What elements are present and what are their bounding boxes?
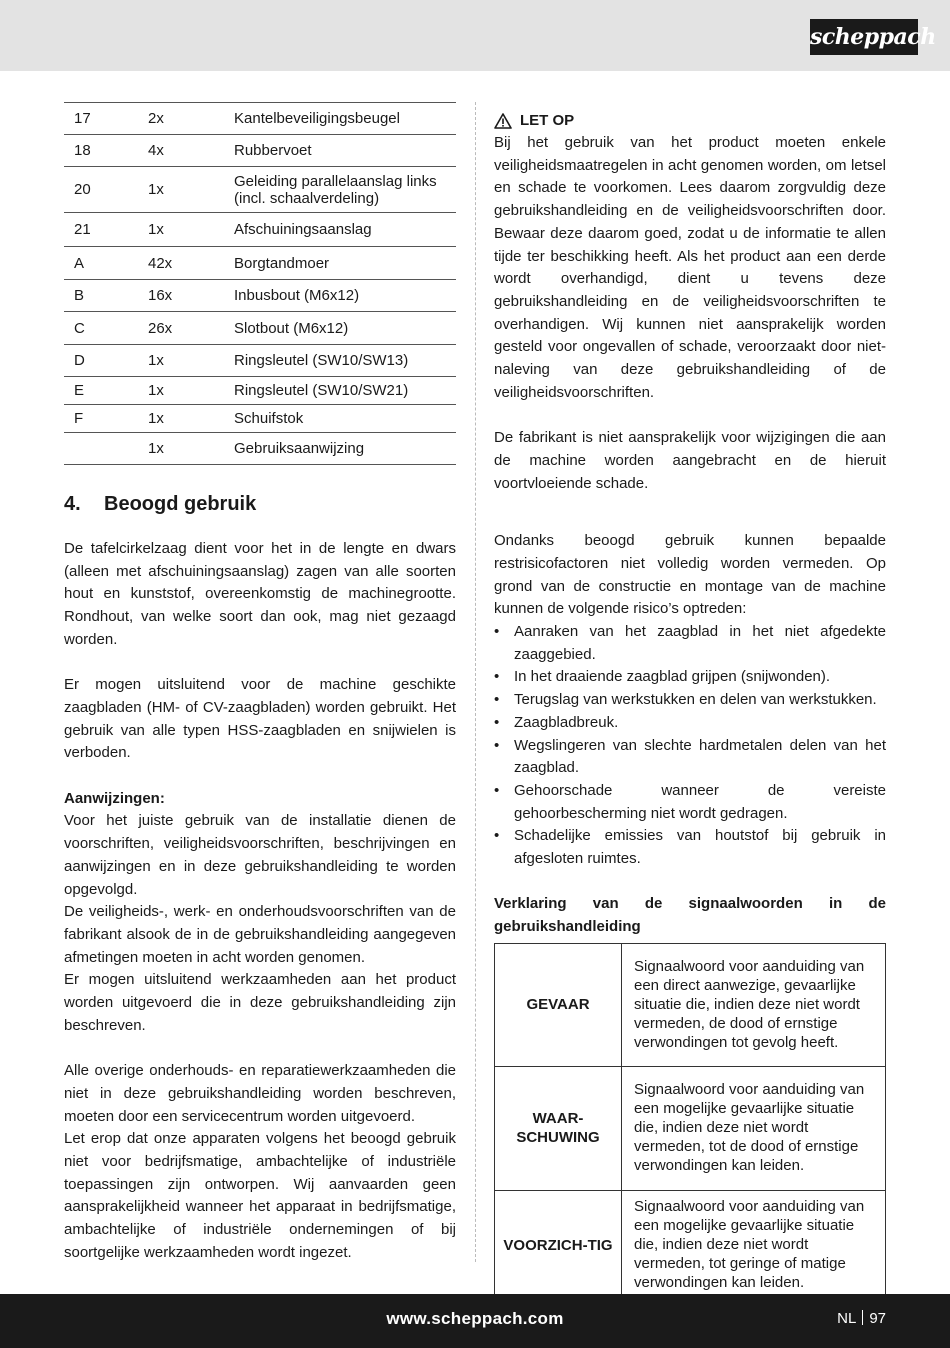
left-column <box>64 102 456 1264</box>
section-number: 4. <box>64 493 81 515</box>
paragraph: De veiligheids-, werk- en onderhoudsvoorschriften van de fabrikant alsook de in de gebruikshandleiding aangegeven afmetingen moeten in acht worden genomen. <box>64 903 456 966</box>
table-row: A 42x Borgtandmoer <box>64 247 456 280</box>
list-item: • Schadelijke emissies van houtstof bij gebruik in afgesloten ruimtes. <box>494 825 886 870</box>
warning-title-text: LET OP <box>520 112 575 129</box>
header-bar <box>0 0 950 71</box>
table-row <box>495 1066 886 1190</box>
paragraph: Voor het juiste gebruik van de installatie dienen de voorschriften, veiligheidsvoorschriften, beschrijvingen en aanwijzingen en in deze gebruikshandleiding te worden opgevolgd. <box>64 812 456 898</box>
section-title: Beoogd gebruik <box>104 493 257 515</box>
signal-words-table <box>494 943 886 1301</box>
page-num: 97 <box>869 1310 886 1327</box>
notes-heading: Aanwijzingen: <box>64 789 165 807</box>
column-divider <box>475 102 476 1262</box>
right-column <box>494 102 886 1301</box>
list-item: • Gehoorschade wanneer de vereiste gehoorbescherming niet wordt gedragen. <box>494 780 886 825</box>
paragraph: Alle overige onderhouds- en reparatiewerkzaamheden die niet in deze gebruikshandleiding worden beschreven, moeten door een servicecentrum worden uitgevoerd. <box>64 1062 456 1125</box>
table-row: C 26x Slotbout (M6x12) <box>64 312 456 345</box>
paragraph: Bij het gebruik van het product moeten enkele veiligheidsmaatregelen in acht genomen worden, om letsel en schade te voorkomen. Lees daarom zorgvuldig deze gebruikshandleiding en de veiligheidsvoorschriften door. Bewaar deze daarom goed, zodat u de informatie te allen tijde ter beschikking heeft. Als het product aan een derde wordt overhandigd, dient u tevens deze gebruikshandleiding en de veiligheidsvoorschriften te overhandigen. Wij kunnen niet aansprakelijk worden gesteld voor ongevallen of schade, veroorzaakt door niet-naleving van deze gebruikshandleiding of de veiligheidsvoorschriften. <box>494 134 886 401</box>
table-row <box>495 943 886 1066</box>
paragraph: De tafelcirkelzaag dient voor het in de lengte en dwars (alleen met afschuiningsaanslag) zagen van alle soorten hout en kunststof, overeenkomstig de machinegrootte. Rondhout, van welke soort dan ook, mag niet gezaagd worden. <box>64 540 456 648</box>
paragraph: De fabrikant is niet aansprakelijk voor wijzigingen die aan de machine worden aangebracht en de hieruit voortvloeiende schade. <box>494 429 886 492</box>
signal-word: VOORZICH-TIG <box>495 1190 622 1300</box>
table-row: 20 1x Geleiding parallelaanslag links (incl. schaalverdeling) <box>64 167 456 213</box>
risk-list <box>494 621 886 871</box>
list-item: • Aanraken van het zaagblad in het niet afgedekte zaaggebied. <box>494 621 886 666</box>
table-row: B 16x Inbusbout (M6x12) <box>64 280 456 312</box>
table-row: 21 1x Afschuiningsaanslag <box>64 213 456 247</box>
paragraph: Er mogen uitsluitend voor de machine geschikte zaagbladen (HM- of CV-zaagbladen) worden gebruikt. Het gebruik van alle typen HSS-zaagbladen en snijwielen is verboden. <box>64 676 456 762</box>
scheppach-logo: scheppach <box>810 19 918 55</box>
signal-heading: Verklaring van de signaalwoorden in de gebruikshandleiding <box>494 895 886 936</box>
signal-word: WAAR-SCHUWING <box>495 1066 622 1190</box>
table-row: D 1x Ringsleutel (SW10/SW13) <box>64 345 456 377</box>
table-row <box>495 1190 886 1300</box>
signal-description: Signaalwoord voor aanduiding van een direct aanwezige, gevaarlijke situatie die, indien deze niet wordt vermeden, de dood of ernstige verwondingen tot gevolg heeft. <box>622 943 886 1066</box>
list-item: • Wegslingeren van slechte hardmetalen delen van het zaagblad. <box>494 735 886 780</box>
parts-table <box>64 102 456 465</box>
section-heading <box>64 493 456 516</box>
warning-triangle-icon <box>494 113 512 129</box>
warning-title <box>494 110 886 132</box>
list-item: • In het draaiende zaagblad grijpen (snijwonden). <box>494 666 886 689</box>
list-item: • Zaagbladbreuk. <box>494 712 886 735</box>
paragraph: Er mogen uitsluitend werkzaamheden aan het product worden uitgevoerd die in deze gebruikshandleiding zijn beschreven. <box>64 971 456 1034</box>
page-number <box>837 1310 886 1327</box>
paragraph: Ondanks beoogd gebruik kunnen bepaalde restrisicofactoren niet volledig worden vermeden. Op grond van de constructie en montage van de machine kunnen de volgende risico’s optreden: <box>494 532 886 618</box>
language-code: NL <box>837 1310 857 1327</box>
table-row: 18 4x Rubbervoet <box>64 135 456 167</box>
paragraph: Let erop dat onze apparaten volgens het beoogd gebruik niet voor bedrijfsmatige, ambachtelijke of industriële toepassingen zijn ontworpen. Wij aanvaarden geen aansprakelijkheid wanneer het apparaat in bedrijfsmatige, ambachtelijke of industriële ondernemingen of bij soortgelijke werkzaamheden wordt ingezet. <box>64 1130 456 1261</box>
footer-bar <box>0 1294 950 1348</box>
list-item: • Terugslag van werkstukken en delen van werkstukken. <box>494 689 886 712</box>
signal-word: GEVAAR <box>495 943 622 1066</box>
signal-description: Signaalwoord voor aanduiding van een mogelijke gevaarlijke situatie die, indien deze niet wordt vermeden, tot geringe of matige verwondingen kan leiden. <box>622 1190 886 1300</box>
table-row: 1x Gebruiksaanwijzing <box>64 433 456 465</box>
table-row: 17 2x Kantelbeveiligingsbeugel <box>64 103 456 135</box>
website-link[interactable]: www.scheppach.com <box>386 1309 564 1328</box>
signal-description: Signaalwoord voor aanduiding van een mogelijke gevaarlijke situatie die, indien deze niet wordt vermeden, tot de dood of ernstige verwondingen kan leiden. <box>622 1066 886 1190</box>
table-row: E 1x Ringsleutel (SW10/SW21) <box>64 377 456 405</box>
table-row: F 1x Schuifstok <box>64 405 456 433</box>
